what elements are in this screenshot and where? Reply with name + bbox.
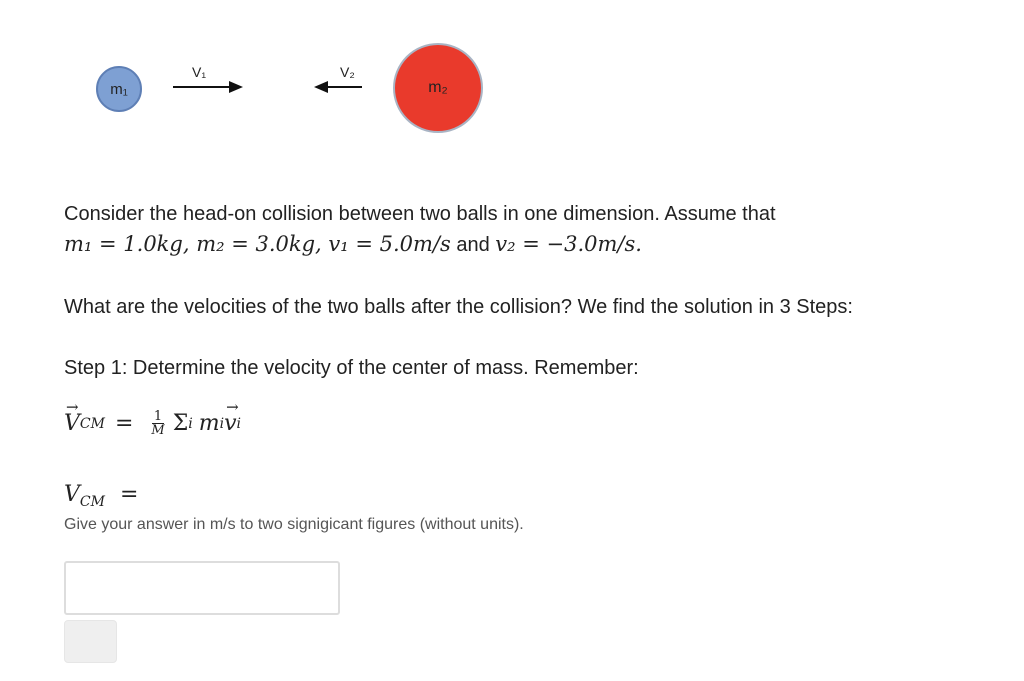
- given-v2: v₂ = −3.0m/s.: [495, 232, 642, 256]
- problem-question: What are the velocities of the two balls after the collision? We find the solution in 3 Steps:: [64, 296, 853, 318]
- right-arrow-icon: [173, 80, 243, 94]
- formula-lhs-subscript: CM: [79, 415, 105, 432]
- submit-button[interactable]: [64, 620, 117, 663]
- answer-label-v: V: [64, 482, 80, 507]
- answer-label-equals: =: [119, 482, 139, 507]
- formula-equals: =: [114, 411, 134, 436]
- fraction-denominator: M: [151, 423, 165, 438]
- ball-m2: [393, 43, 483, 133]
- formula-velocity-vector: → v: [224, 411, 236, 436]
- given-and: and: [456, 234, 490, 256]
- collision-figure: [0, 0, 1024, 160]
- formula-lhs-vector: → V: [64, 411, 80, 436]
- velocity-v1-label: V₁: [192, 64, 207, 80]
- velocity-v2-label: V₂: [340, 64, 355, 80]
- answer-label: [64, 482, 138, 510]
- ball-m1: [96, 66, 142, 112]
- problem-intro: Consider the head-on collision between two balls in one dimension. Assume that: [64, 203, 776, 225]
- formula-mass: m: [198, 411, 220, 436]
- ball-m1-label: m₁: [110, 80, 128, 98]
- answer-hint: Give your answer in m/s to two signigicant figures (without units).: [64, 516, 524, 533]
- center-of-mass-formula: [64, 410, 241, 437]
- formula-velocity-index: i: [236, 415, 242, 432]
- left-arrow-icon: [314, 80, 362, 94]
- answer-label-subscript: CM: [79, 494, 105, 510]
- answer-input[interactable]: [64, 561, 340, 615]
- given-masses-v1: m₁ = 1.0kg, m₂ = 3.0kg, v₁ = 5.0m/s: [64, 232, 451, 256]
- formula-fraction: [149, 410, 166, 437]
- fraction-numerator: 1: [153, 409, 163, 424]
- step-1-instruction: Step 1: Determine the velocity of the center of mass. Remember:: [64, 357, 639, 379]
- formula-sum-symbol: Σ: [172, 411, 189, 436]
- formula-sum-index: i: [188, 415, 193, 432]
- ball-m2-label: m₂: [428, 79, 448, 96]
- problem-given-values: [64, 231, 642, 258]
- formula-mass-index: i: [219, 415, 225, 432]
